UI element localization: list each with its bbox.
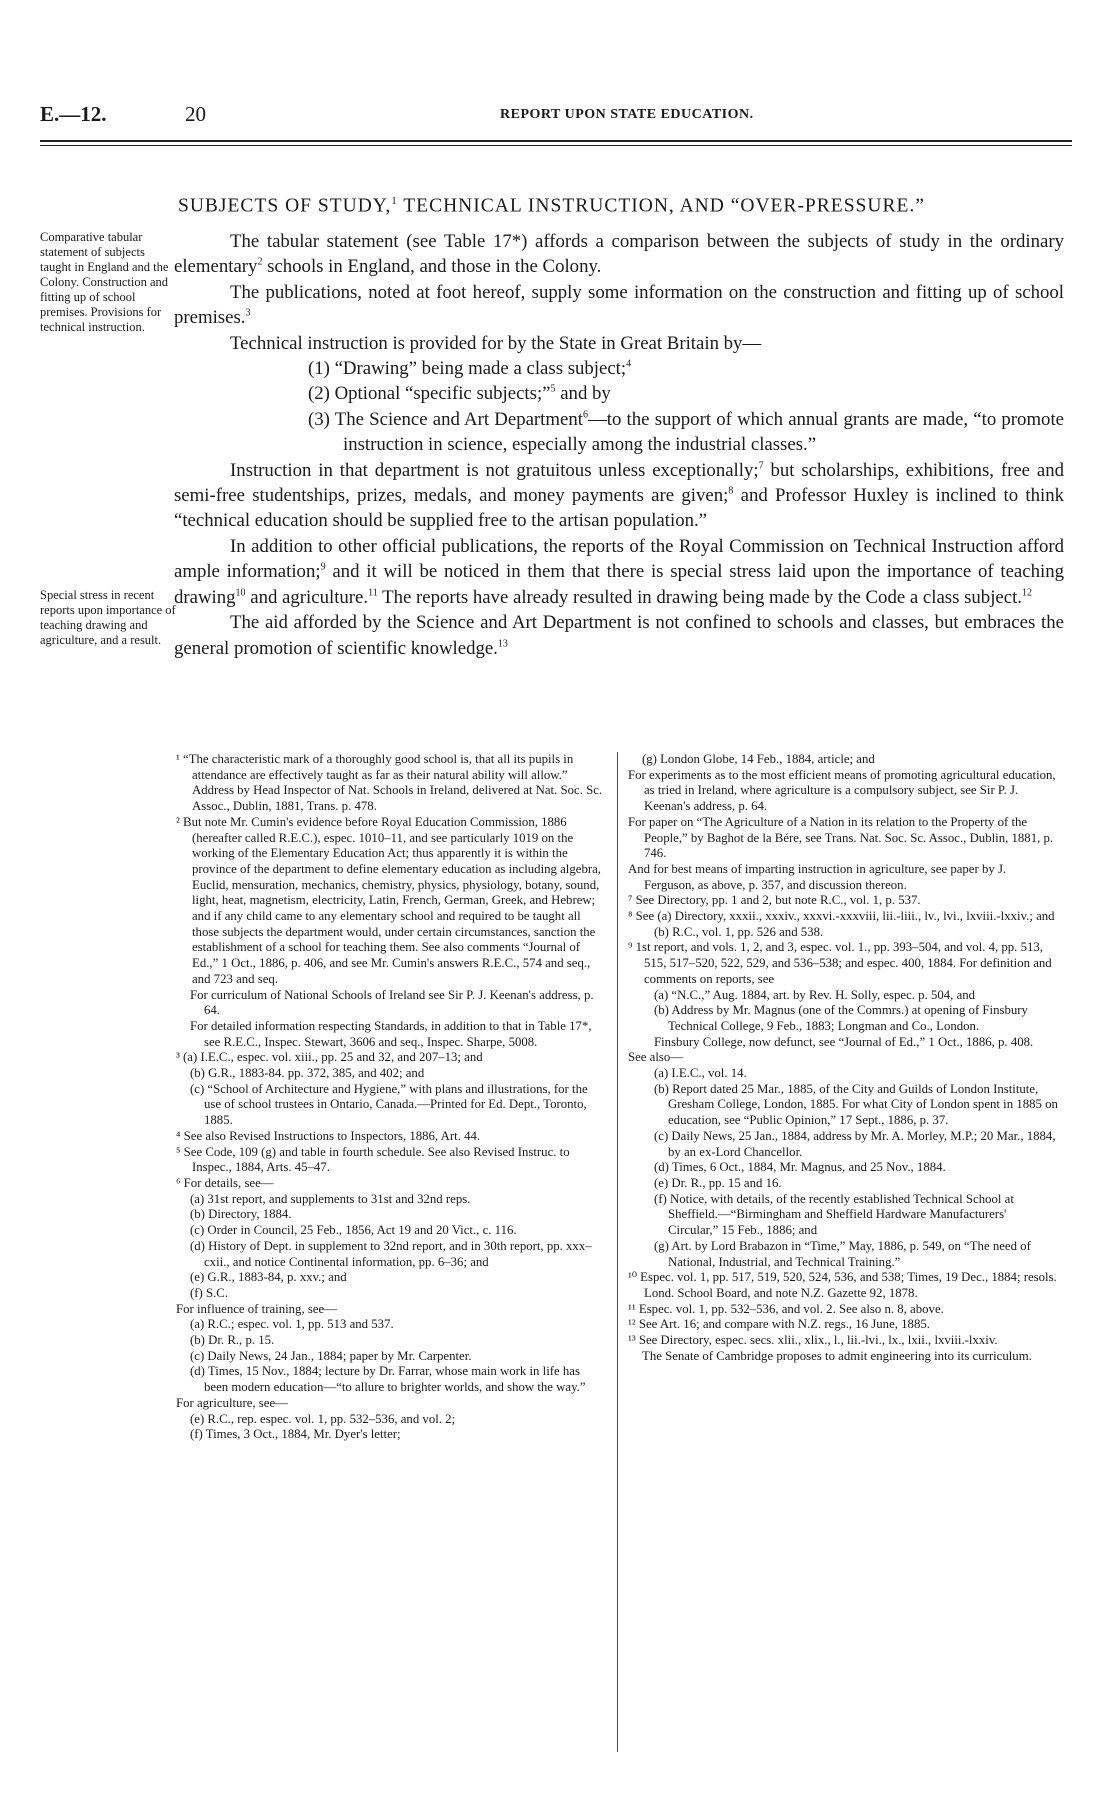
list-item: (1) “Drawing” being made a class subject;$^4$: [308, 358, 632, 380]
footnote-entry: (d) Times, 15 Nov., 1884; lecture by Dr. Farrar, whose main work in life has been modern education—“to allure to brighter worlds, and show the way.”: [190, 1364, 586, 1395]
footnote-entry: (b) R.C., vol. 1, pp. 526 and 538.: [654, 924, 824, 939]
footnote-entry: ⁶ For details, see—: [176, 1175, 274, 1190]
margin-note-special-stress: Special stress in recent reports upon importance of teaching drawing and agriculture, and a result.: [40, 588, 176, 647]
footnote-entry: ³ (a) I.E.C., espec. vol. xiii., pp. 25 and 32, and 207–13; and: [176, 1050, 483, 1065]
footnote-entry: ¹¹ Espec. vol. 1, pp. 532–536, and vol. 2. See also n. 8, above.: [628, 1301, 944, 1316]
footnote-entry: (f) Notice, with details, of the recently established Technical School at Sheffield.—“Birmingham and Sheffield Hardware Manufacturers' Circular,” 15 Feb., 1886; and: [654, 1191, 1014, 1238]
footnote-ref: 12: [1022, 587, 1033, 599]
paragraph: Instruction in that department is not gratuitous unless exceptionally;$^7$ but scholarships, exhibitions, free and semi-free studentships, prizes, medals, and money payments are given;$^8$ and Professor Huxley is inclined to think “technical education should be supplied free to the artisan population.”: [174, 459, 1064, 532]
footnote-entry: The Senate of Cambridge proposes to admit engineering into its curriculum.: [642, 1348, 1032, 1363]
footnote-entry: (a) “N.C.,” Aug. 1884, art. by Rev. H. Solly, espec. p. 504, and: [654, 987, 976, 1002]
paragraph: In addition to other official publications, the reports of the Royal Commission on Technical Instruction afford ample information;$^9$ and it will be noticed in them that there is special stress laid upon the importance of teaching drawing$^{10}$ and agriculture.$^{11}$ The reports have already resulted in drawing being made by the Code a class subject.$^{12}$: [174, 535, 1064, 608]
footnote-entry: (e) R.C., rep. espec. vol. 1, pp. 532–536, and vol. 2;: [190, 1411, 456, 1426]
heading-part-a: SUBJECTS OF STUDY,: [178, 195, 392, 217]
header-rule-thick: [40, 140, 1072, 142]
footnote-entry: ¹² See Art. 16; and compare with N.Z. regs., 16 June, 1885.: [628, 1317, 930, 1332]
footnote-entry: (c) Daily News, 24 Jan., 1884; paper by Mr. Carpenter.: [190, 1348, 472, 1363]
footnote-entry: ⁴ See also Revised Instructions to Inspectors, 1886, Art. 44.: [176, 1128, 481, 1143]
paragraph: Technical instruction is provided for by the State in Great Britain by—: [230, 332, 762, 354]
footnote-entry: For experiments as to the most efficient means of promoting agricultural education, as tried in Ireland, where agriculture is a compulsory subject, see Sir P. J. Keenan's address, p. 64.: [628, 767, 1056, 814]
footnotes-left-column: [176, 752, 606, 1443]
body-text: [174, 229, 1064, 661]
footnote-ref: 7: [758, 460, 764, 472]
footnote-entry: And for best means of imparting instruction in agriculture, see paper by J. Ferguson, as above, p. 357, and discussion thereon.: [628, 861, 1007, 892]
footnote-ref: 11: [368, 587, 378, 599]
footnote-ref: 4: [626, 358, 632, 370]
section-heading: [178, 195, 1078, 218]
footnote-entry: (g) London Globe, 14 Feb., 1884, article; and: [642, 752, 875, 766]
footnote-entry: For detailed information respecting Standards, in addition to that in Table 17*, see R.E.C., Inspec. Stewart, 3606 and seq., Inspec. Sharpe, 5008.: [190, 1018, 592, 1049]
footnote-ref: 6: [582, 409, 588, 421]
footnotes: [176, 752, 1072, 1762]
footnote-entry: ¹⁰ Espec. vol. 1, pp. 517, 519, 520, 524, 536, and 538; Times, 19 Dec., 1884; resols. Lond. School Board, and note N.Z. Gazette 92, 1878.: [628, 1270, 1057, 1300]
footnote-ref: 2: [257, 257, 263, 269]
footnote-entry: (c) Daily News, 25 Jan., 1884, address by Mr. A. Morley, M.P.; 20 Mar., 1884, by an ex-Lord Chancellor.: [654, 1128, 1056, 1159]
footnote-ref: 5: [550, 384, 556, 396]
doc-code: E.—12.: [40, 102, 107, 126]
footnote-entry: (b) Report dated 25 Mar., 1885, of the City and Guilds of London Institute, Gresham College, London, 1885. For what City of London spent in 1885 on education, see “Public Opinion,” 17 Sept., 1886, p. 37.: [654, 1081, 1058, 1128]
footnote-entry: ⁹ 1st report, and vols. 1, 2, and 3, espec. vol. 1., pp. 393–504, and vol. 4, pp. 513, 515, 517–520, 522, 529, and 536–538; and espec. 400, 1884. For definition and comments on reports, see: [628, 940, 1052, 986]
footnote-entry: For agriculture, see—: [176, 1395, 288, 1410]
footnote-ref: 10: [235, 587, 246, 599]
footnote-entry: (c) “School of Architecture and Hygiene,” with plans and illustrations, for the use of school trustees in Ontario, Canada.—Printed for Ed. Dept., Toronto, 1885.: [190, 1081, 588, 1128]
paragraph: The tabular statement (see Table 17*) affords a comparison between the subjects of study in the ordinary elementary$^2$ schools in England, and those in the Colony.: [174, 231, 1064, 278]
footnote-entry: ² But note Mr. Cumin's evidence before Royal Education Commission, 1886 (hereafter called R.E.C.), espec. 1010–11, and see particularly 1019 on the working of the Elementary Education Act; thus apparently it is within the province of the department to define elementary education as including algebra, Euclid, mensuration, mechanics, chemistry, physics, physiology, botany, sound, light, heat, magnetism, electricity, Latin, French, German, Greek, and Hebrew; and if any child came to any elementary school and required to be taught all those subjects the department would, under certain circumstances, sanction the establishment of a school for teaching them. See also comments “Journal of Ed.,” 1 Oct., 1886, p. 406, and see Mr. Cumin's answers R.E.C., 574 and seq., and 723 and seq.: [176, 814, 601, 986]
footnote-entry: (b) G.R., 1883-84. pp. 372, 385, and 402; and: [190, 1066, 425, 1081]
footnote-ref: 3: [245, 307, 251, 319]
footnote-ref: 8: [728, 485, 734, 497]
footnote-entry: Finsbury College, now defunct, see “Journal of Ed.,” 1 Oct., 1886, p. 408.: [654, 1034, 1034, 1049]
footnote-entry: (a) I.E.C., vol. 14.: [654, 1066, 747, 1081]
footnote-entry: (b) Dr. R., p. 15.: [190, 1333, 275, 1348]
footnote-entry: For paper on “The Agriculture of a Nation in its relation to the Property of the People,” by Baghot de la Bére, see Trans. Nat. Soc. Sc. Assoc., Dublin, 1881, p. 746.: [628, 814, 1054, 861]
footnote-entry: (f) S.C.: [190, 1285, 229, 1300]
column-divider: [617, 752, 618, 1752]
list-item: (3) The Science and Art Department$^6$—to the support of which annual grants are made, “to promote instruction in science, especially among the industrial classes.”: [308, 408, 1064, 456]
footnote-entry: (c) Order in Council, 25 Feb., 1856, Act 19 and 20 Vict., c. 116.: [190, 1223, 517, 1238]
footnote-entry: For curriculum of National Schools of Ireland see Sir P. J. Keenan's address, p. 64.: [190, 987, 594, 1018]
running-title: REPORT UPON STATE EDUCATION.: [500, 107, 754, 122]
header-rule-thin: [40, 145, 1072, 146]
heading-part-b: TECHNICAL INSTRUCTION, AND “OVER-PRESSURE.”: [397, 195, 925, 217]
running-head: [40, 102, 1072, 132]
footnote-entry: (a) 31st report, and supplements to 31st and 32nd reps.: [190, 1191, 471, 1206]
footnote-entry: (g) Art. by Lord Brabazon in “Time,” May, 1886, p. 549, on “The need of National, Industrial, and Technical Training.”: [654, 1238, 1031, 1269]
footnote-entry: (d) Times, 6 Oct., 1884, Mr. Magnus, and 25 Nov., 1884.: [654, 1160, 946, 1175]
footnote-entry: (e) G.R., 1883-84, p. xxv.; and: [190, 1270, 347, 1285]
footnote-entry: ⁵ See Code, 109 (g) and table in fourth schedule. See also Revised Instruc. to Inspec., 1884, Arts. 45–47.: [176, 1144, 570, 1175]
footnote-entry: ¹³ See Directory, espec. secs. xlii., xlix., l., lii.-lvi., lx., lxii., lxviii.-lxxiv.: [628, 1333, 998, 1348]
footnote-ref: 9: [320, 562, 326, 574]
footnote-entry: See also—: [628, 1050, 684, 1065]
footnote-entry: (b) Directory, 1884.: [190, 1207, 292, 1222]
footnote-entry: ⁸ See (a) Directory, xxxii., xxxiv., xxxvi.-xxxviii, lii.-liii., lv., lvi., lxviii.-lxxiv.; and: [628, 909, 1055, 924]
footnote-entry: (a) R.C.; espec. vol. 1, pp. 513 and 537.: [190, 1317, 394, 1332]
margin-note-comparative: Comparative tabular statement of subjects taught in England and the Colony. Construction and fitting up of school premises. Provisions for technical instruction.: [40, 230, 169, 334]
footnote-ref: 1: [391, 195, 398, 207]
paragraph: The aid afforded by the Science and Art Department is not confined to schools and classes, but embraces the general promotion of scientific knowledge.$^{13}$: [174, 612, 1064, 659]
list-item: (2) Optional “specific subjects;”$^5$ and by: [308, 383, 611, 405]
footnote-entry: (b) Address by Mr. Magnus (one of the Commrs.) at opening of Finsbury Technical College, 9 Feb., 1883; Longman and Co., London.: [654, 1003, 1028, 1033]
paragraph: The publications, noted at foot hereof, supply some information on the construction and fitting up of school premises.$^3$: [174, 281, 1064, 329]
footnote-entry: (d) History of Dept. in supplement to 32nd report, and in 30th report, pp. xxx–cxii., and notice Continental information, pp. 6–36; and: [190, 1238, 592, 1269]
footnote-entry: ¹ “The characteristic mark of a thoroughly good school is, that all its pupils in attendance are effectively taught as far as their natural ability will allow.” Address by Head Inspector of Nat. Schools in Ireland, delivered at Nat. Soc. Sc. Assoc., Dublin, 1881, Trans. p. 478.: [176, 752, 603, 814]
footnote-entry: (f) Times, 3 Oct., 1884, Mr. Dyer's letter;: [190, 1427, 401, 1442]
page-number: 20: [185, 102, 206, 126]
footnote-ref: 13: [497, 638, 508, 650]
footnote-entry: (e) Dr. R., pp. 15 and 16.: [654, 1175, 782, 1190]
footnotes-right-column: [628, 752, 1058, 1364]
footnote-entry: For influence of training, see—: [176, 1301, 337, 1316]
footnote-entry: ⁷ See Directory, pp. 1 and 2, but note R.C., vol. 1, p. 537.: [628, 893, 921, 908]
